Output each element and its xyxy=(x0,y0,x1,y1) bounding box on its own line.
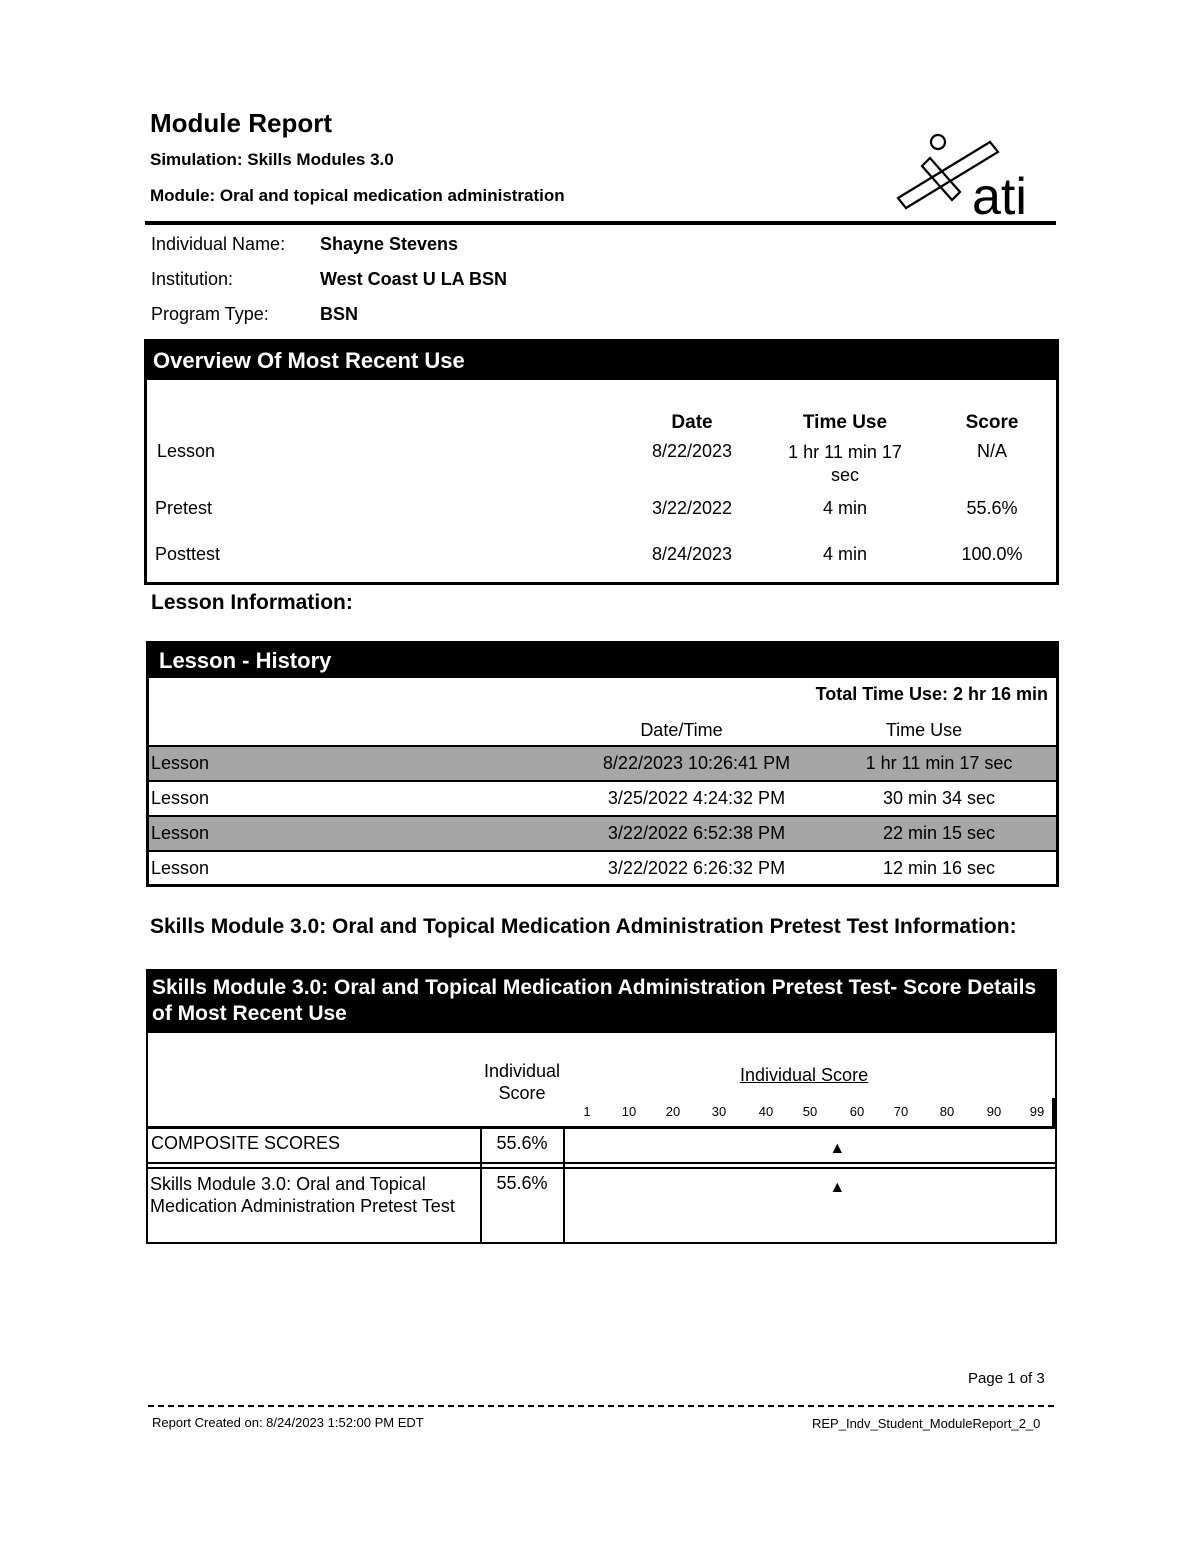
row-datetime: 3/25/2022 4:24:32 PM xyxy=(607,788,786,808)
lesson-history-title: Lesson - History xyxy=(149,644,1056,678)
overview-row-date: 8/22/2023 xyxy=(651,441,733,461)
report-created: Report Created on: 8/24/2023 1:52:00 PM EDT xyxy=(152,1415,424,1430)
row-timeuse: 30 min 34 sec xyxy=(882,788,996,808)
scale-tick: 30 xyxy=(711,1104,727,1119)
col-score-header: Score xyxy=(965,412,1019,433)
scale-tick: 50 xyxy=(802,1104,818,1119)
row-name: Lesson xyxy=(151,788,210,808)
col-time-header: Time Use xyxy=(802,412,888,433)
row-timeuse: 12 min 16 sec xyxy=(882,858,996,878)
ati-logo xyxy=(890,130,1050,220)
scale-right-edge xyxy=(1052,1098,1055,1126)
overview-table xyxy=(144,339,1059,585)
score-scale-title: Individual Score xyxy=(740,1065,869,1085)
overview-row-time: 4 min xyxy=(822,544,867,564)
table-row xyxy=(149,780,1056,815)
row-timeuse: 22 min 15 sec xyxy=(882,823,996,843)
row-timeuse: 1 hr 11 min 17 sec xyxy=(865,753,1013,773)
institution-value: West Coast U LA BSN xyxy=(320,269,508,289)
overview-row-score: N/A xyxy=(976,441,1007,461)
overview-row-name: Posttest xyxy=(155,544,221,564)
module-label: Module: Oral and topical medication administration xyxy=(150,186,565,205)
overview-row-time: 4 min xyxy=(822,498,867,518)
scale-tick: 40 xyxy=(758,1104,774,1119)
student-name: Shayne Stevens xyxy=(320,234,459,254)
program-value: BSN xyxy=(320,304,359,324)
simulation-label: Simulation: Skills Modules 3.0 xyxy=(150,150,394,169)
scale-tick: 70 xyxy=(893,1104,909,1119)
scale-tick: 10 xyxy=(621,1104,637,1119)
scale-tick: 90 xyxy=(986,1104,1002,1119)
col-date-header: Date xyxy=(671,412,713,433)
pretest-test-label: Skills Module 3.0: Oral and Topical Medication Administration Pretest Test xyxy=(150,1174,455,1216)
row-divider xyxy=(146,1167,1057,1169)
individual-score-header: Individual Score xyxy=(483,1061,561,1103)
overview-row-date: 3/22/2022 xyxy=(651,498,733,518)
lesson-history-table xyxy=(146,641,1059,887)
row-datetime: 3/22/2022 6:26:32 PM xyxy=(607,858,786,878)
row-name: Lesson xyxy=(151,823,210,843)
composite-scores-label: COMPOSITE SCORES xyxy=(151,1133,341,1153)
col-divider xyxy=(563,1127,565,1244)
program-label: Program Type: xyxy=(151,304,269,324)
report-title: Module Report xyxy=(150,108,332,138)
footer-divider xyxy=(148,1405,1054,1407)
total-time-use: Total Time Use: 2 hr 16 min xyxy=(815,684,1048,704)
table-row xyxy=(149,850,1056,885)
overview-row-date: 8/24/2023 xyxy=(651,544,733,564)
row-name: Lesson xyxy=(151,858,210,878)
overview-row-time: 1 hr 11 min 17 sec xyxy=(788,442,902,485)
scale-tick: 99 xyxy=(1029,1104,1045,1119)
header-rule xyxy=(145,221,1056,225)
overview-row-score: 55.6% xyxy=(966,498,1018,518)
scale-tick: 20 xyxy=(665,1104,681,1119)
col-datetime-header: Date/Time xyxy=(640,720,723,740)
row-divider xyxy=(146,1126,1057,1129)
overview-title: Overview Of Most Recent Use xyxy=(147,342,1056,380)
scale-tick: 80 xyxy=(939,1104,955,1119)
institution-label: Institution: xyxy=(151,269,234,289)
overview-row-name: Pretest xyxy=(155,498,213,518)
composite-score-value: 55.6% xyxy=(496,1133,548,1153)
table-row xyxy=(149,745,1056,780)
pretest-test-score-marker: ▲ xyxy=(829,1179,846,1196)
report-id: REP_Indv_Student_ModuleReport_2_0 xyxy=(812,1416,1041,1431)
name-label: Individual Name: xyxy=(151,234,286,254)
lesson-info-heading: Lesson Information: xyxy=(151,591,353,614)
col-timeuse-header: Time Use xyxy=(885,720,963,740)
pretest-test-score-value: 55.6% xyxy=(496,1173,548,1193)
row-datetime: 3/22/2022 6:52:38 PM xyxy=(607,823,786,843)
scale-tick: 1 xyxy=(583,1104,591,1119)
pretest-score-details-title: Skills Module 3.0: Oral and Topical Medication Administration Pretest Test- Score Details of Most Recent Use xyxy=(146,969,1057,1033)
pretest-heading: Skills Module 3.0: Oral and Topical Medication Administration Pretest Test Information: xyxy=(150,915,1017,938)
scale-tick: 60 xyxy=(849,1104,865,1119)
row-datetime: 8/22/2023 10:26:41 PM xyxy=(602,753,791,773)
row-name: Lesson xyxy=(151,753,210,773)
overview-row-name: Lesson xyxy=(157,441,216,461)
page-number: Page 1 of 3 xyxy=(968,1370,1045,1387)
overview-row-score: 100.0% xyxy=(961,544,1023,564)
row-divider xyxy=(146,1162,1057,1164)
composite-score-marker: ▲ xyxy=(829,1140,846,1157)
logo-text: ati xyxy=(972,168,1027,220)
table-row xyxy=(149,815,1056,850)
